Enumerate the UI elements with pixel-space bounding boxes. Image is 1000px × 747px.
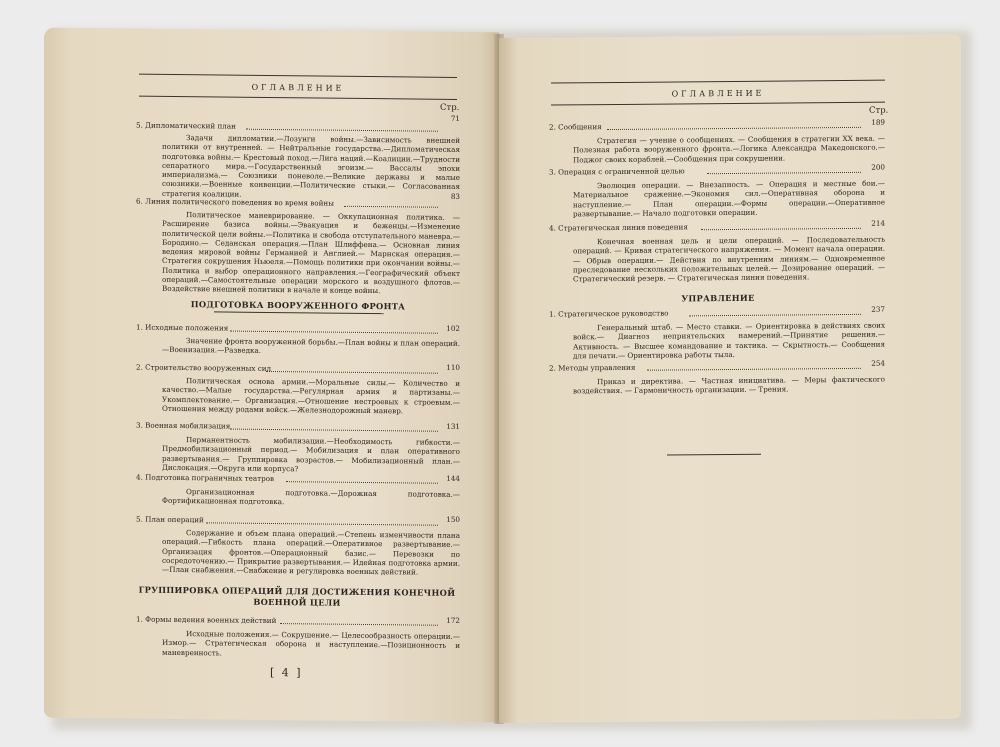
toc-entry-title: 4. Подготовка пограничных театров: [136, 472, 275, 484]
toc-entry-desc: Генеральный штаб. — Место ставки. — Ориентировка в действиях своих войск.— Диагноз неприятельских намерений.—Принятие решения.— Активность. — Высшее командование и тактика. — Скрытность.— Сообщения для печати.— Ориентировка работы тыла.: [573, 320, 885, 361]
leader-dots: [344, 206, 438, 208]
toc-entry-title: 4. Стратегическая линия поведения: [549, 222, 688, 233]
toc-entry-title: 1. Формы ведения военных действий: [136, 614, 277, 626]
toc-entry-title: 3. Военная мобилизация: [136, 420, 231, 431]
leader-dots: [266, 371, 438, 374]
toc-entry-desc: Содержание и объем плана операций.—Степень изменчивости плана операций.—Гибкость плана операций.—Оперативное развертывание.— Организация фронтов.—Операционный базис.— Перевозки по сосредоточению.— Прикрытие развертывания.— Идейная подготовка армии.—План снабжения.—Снабжение и регулировка военных действий.: [162, 528, 460, 577]
toc-entry-page: 254: [871, 358, 885, 368]
toc-entry-desc: Задачи дипломатии.—Лозунги войны.—Зависимость внешней политики от внутренней. — Нейтральные государства.—Дипломатическая подготовка войны.— Крестовый поход.—Лига наций.—Коалиции.—Трудности сепаратного мира.—Государственный эгоизм.— Вассалы эпохи империализма.— Союзники поневоле.—Великие державы и малые союзники.—Военные конвенции.—Политические стыки.— Согласованная стратегия коалиции.: [162, 133, 460, 199]
toc-entry-title: 1. Исходные положения: [136, 322, 229, 333]
toc-entry-title: 5. План операций: [136, 514, 204, 525]
leader-dots: [607, 127, 861, 130]
leader-dots: [701, 228, 861, 230]
toc-entry-desc: Конечная военная цель и цели операций. — Последовательность операций. — Кривая стратегического напряжения. — Момент начала операции.— Обрыв операции.— Действия по внутренним линиям.— Одновременное преследование нескольких положительных целей.— Дозирование операций. — Стратегический резерв. — Стратегическая линия поведения.: [573, 234, 885, 284]
toc-entry-page: 189: [871, 117, 885, 127]
end-rule: [667, 454, 761, 456]
toc-entry-title: 2. Сообщения: [549, 122, 602, 132]
toc-entry-title: 2. Строительство вооруженных сил: [136, 362, 272, 373]
header-rule-bottom: [551, 102, 885, 106]
toc-entry-page: 102: [446, 323, 460, 333]
leader-dots: [280, 623, 438, 626]
section-underline: [214, 311, 384, 314]
toc-entry-page: 214: [871, 218, 885, 228]
toc-entry-page: 144: [446, 473, 460, 483]
section-heading: УПРАВЛЕНИЕ: [681, 292, 755, 304]
toc-entry-desc: Политическое маневрирование. — Оккупационная политика. — Расширение базиса войны.—Эвакуация и беженцы.—Изменение политической цели войны.—Политика и свобода отступательного маневра.—Бородино.— Седанская операция.—План Шлиффена.— Основная линия ведения мировой войны Германией и Англией.— Марнская операция.—Стратегия сокрушения Ньюеля.—Помощь политики при окончании войны.—Политика и выбор операционного направления.—Географический объект операций.—Самостоятельные операции морского и воздушного флотов.—Воздействие внешней политики в начале и конце войны.: [162, 210, 460, 296]
toc-entry-desc: Политическая основа армии.—Моральные силы.— Количество и качество.—Малые государства.—Регулярная армия и партизаны.—Укомплектование.— Организация.—Отношение нестроевых к строевым.—Отношения между родами войск.—Железнодорожный маневр.: [162, 376, 460, 416]
left-page: [44, 28, 499, 723]
str-label: Стр.: [440, 102, 460, 113]
right-header: ОГЛАВЛЕНИЕ: [671, 88, 765, 99]
leader-dots: [246, 129, 438, 132]
toc-entry-desc: Приказ и директива. — Частная инициатива. — Меры фактического воздействия. — Гармоничность организации. — Трения.: [573, 374, 885, 396]
header-rule-top: [551, 80, 885, 84]
section-heading: ГРУППИРОВКА ОПЕРАЦИЙ ДЛЯ ДОСТИЖЕНИЯ КОНЕЧНОЙ ВОЕННОЙ ЦЕЛИ: [138, 584, 456, 608]
toc-entry-title: 5. Дипломатический план: [136, 120, 236, 131]
toc-entry-page: 237: [871, 304, 885, 314]
toc-entry-title: 3. Операция с ограниченной целью: [549, 166, 685, 177]
right-page: [499, 34, 961, 723]
section-heading: ПОДГОТОВКА ВООРУЖЕННОГО ФРОНТА: [190, 299, 406, 312]
toc-entry-page: 200: [871, 162, 885, 172]
leader-dots: [230, 429, 438, 432]
toc-entry-page: 172: [446, 615, 460, 625]
toc-entry-desc: Эволюция операции. — Внезапность. — Операция и местные бои.— Материальное сражение.—Экономия сил.—Оперативная оборона и наступление.— План операции.—Формы операции.—Оперативное развертывание.— Начало подготовки операции.: [573, 178, 885, 219]
leader-dots: [707, 172, 861, 174]
toc-entry-page: 150: [446, 514, 460, 524]
toc-entry-page: 131: [446, 421, 460, 431]
page-number: [ 4 ]: [270, 665, 303, 680]
toc-entry-desc: Организационная подготовка.—Дорожная подготовка.—Фортификационная подготовка.: [162, 487, 460, 507]
leader-dots: [230, 331, 438, 334]
header-rule-top: [139, 74, 457, 78]
toc-entry-title: 1. Стратегическое руководство: [549, 308, 669, 319]
toc-entry-desc: Стратегия — учение о сообщениях. — Сообщения в стратегии XX века. — Полезная работа вооруженного фронта.—Логика Александра Македонского.—Поджог своих кораблей.—Сообщения при сокрушении.: [573, 133, 885, 164]
toc-entry-desc: Исходные положения.— Сокрушение.— Целесообразность операции.— Измор.— Стратегическая оборона и наступление.—Позиционность и маневренность.: [162, 629, 460, 658]
str-label: Стр.: [869, 105, 889, 116]
toc-entry-page: 83: [450, 191, 460, 201]
toc-entry-desc: Значение фронта вооруженной борьбы.—План войны и план операций.—Военизация.—Разведка.: [162, 336, 460, 356]
header-rule-bottom: [139, 96, 457, 100]
leader-dots: [286, 481, 438, 484]
toc-entry-desc: Перманентность мобилизации.—Необходимость гибкости.—Предмобилизационный период.— Мобилизация и план оперативного развертывания.— Группировка возрастов.— Мобилизационный план.—Дислокация.—Округа или корпуса?: [162, 435, 460, 474]
leader-dots: [647, 368, 861, 371]
toc-entry-title: 2. Методы управления: [549, 362, 636, 373]
toc-entry-title: 6. Линия политического поведения во время войны: [136, 196, 334, 208]
toc-entry-page: 71: [450, 113, 460, 123]
toc-entry-page: 110: [446, 362, 460, 372]
leader-dots: [689, 314, 861, 317]
left-header: ОГЛАВЛЕНИЕ: [251, 82, 345, 93]
leader-dots: [206, 522, 438, 525]
